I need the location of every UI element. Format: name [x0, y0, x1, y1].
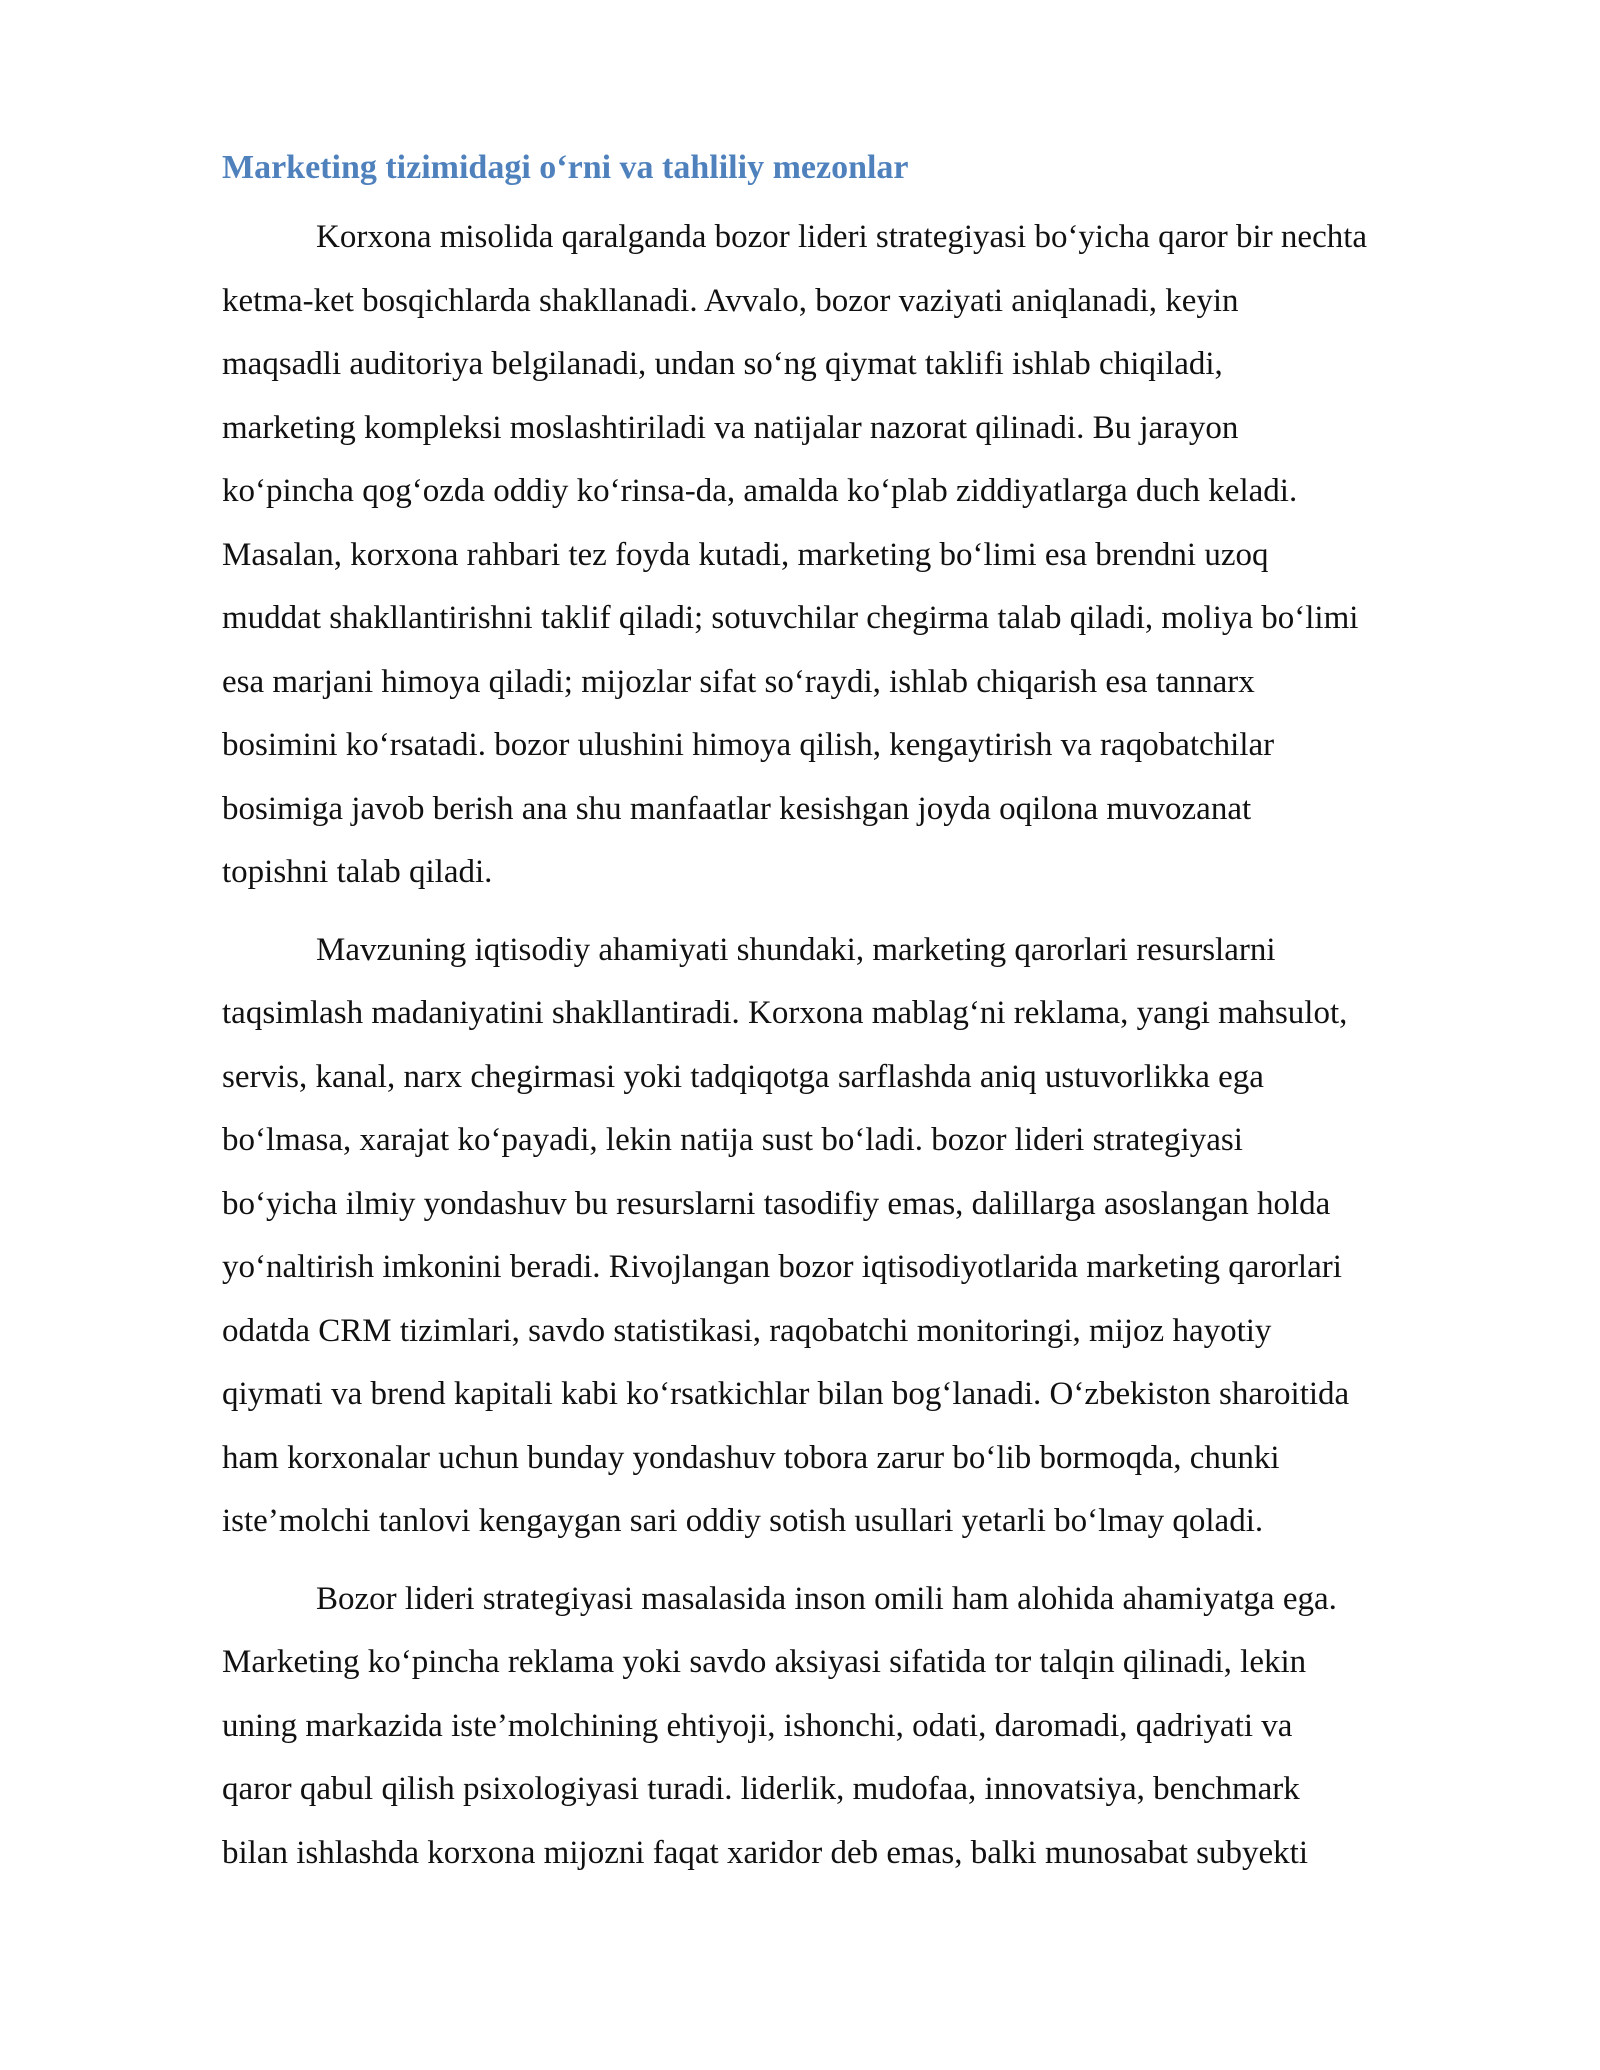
paragraph-3: [222, 1568, 1490, 1886]
paragraph-line: qiymati va brend kapitali kabi ko‘rsatkichlar bilan bog‘lanadi. O‘zbekiston sharoitida: [222, 1376, 1350, 1412]
section-heading: Marketing tizimidagi o‘rni va tahliliy mezonlar: [222, 149, 909, 186]
paragraph-line: esa marjani himoya qiladi; mijozlar sifat so‘raydi, ishlab chiqarish esa tannarx: [222, 663, 1255, 700]
paragraph-line: topishni talab qiladi.: [222, 854, 493, 890]
paragraph-line: ham korxonalar uchun bunday yondashuv tobora zarur bo‘lib bormoqda, chunki: [222, 1439, 1280, 1476]
paragraph-2: [222, 919, 1490, 1554]
paragraph-line: muddat shakllantirishni taklif qiladi; sotuvchilar chegirma talab qiladi, moliya bo‘limi: [222, 600, 1359, 636]
paragraph-line: bo‘yicha ilmiy yondashuv bu resurslarni tasodifiy emas, dalillarga asoslangan holda: [222, 1185, 1331, 1222]
paragraph-line: Bozor lideri strategiyasi masalasida inson omili ham alohida ahamiyatga ega.: [316, 1580, 1337, 1617]
paragraph-line: ko‘pincha qog‘ozda oddiy ko‘rinsa-da, amalda ko‘plab ziddiyatlarga duch keladi.: [222, 473, 1298, 509]
paragraph-line: maqsadli auditoriya belgilanadi, undan so‘ng qiymat taklifi ishlab chiqiladi,: [222, 346, 1223, 382]
paragraph-line: bosimiga javob berish ana shu manfaatlar kesishgan joyda oqilona muvozanat: [222, 790, 1252, 827]
paragraph-line: odatda CRM tizimlari, savdo statistikasi, raqobatchi monitoringi, mijoz hayotiy: [222, 1312, 1272, 1349]
paragraph-line: iste’molchi tanlovi kengaygan sari oddiy sotish usullari yetarli bo‘lmay qoladi.: [222, 1503, 1264, 1539]
paragraph-line: bilan ishlashda korxona mijozni faqat xaridor deb emas, balki munosabat subyekti: [222, 1834, 1308, 1871]
paragraph-line: bo‘lmasa, xarajat ko‘payadi, lekin natija sust bo‘ladi. bozor lideri strategiyasi: [222, 1122, 1243, 1158]
paragraph-line: qaror qabul qilish psixologiyasi turadi. liderlik, mudofaa, innovatsiya, benchmark: [222, 1771, 1300, 1807]
paragraph-line: Mavzuning iqtisodiy ahamiyati shundaki, marketing qarorlari resurslarni: [316, 931, 1276, 968]
paragraph-line: bosimini ko‘rsatadi. bozor ulushini himoya qilish, kengaytirish va raqobatchilar: [222, 727, 1275, 763]
paragraph-line: Marketing ko‘pincha reklama yoki savdo aksiyasi sifatida tor talqin qilinadi, lekin: [222, 1644, 1307, 1680]
paragraph-line: Korxona misolida qaralganda bozor lideri strategiyasi bo‘yicha qaror bir nechta: [316, 219, 1368, 255]
paragraph-line: servis, kanal, narx chegirmasi yoki tadqiqotga sarflashda aniq ustuvorlikka ega: [222, 1058, 1264, 1095]
paragraph-line: marketing kompleksi moslashtiriladi va natijalar nazorat qilinadi. Bu jarayon: [222, 409, 1239, 446]
paragraph-line: Masalan, korxona rahbari tez foyda kutadi, marketing bo‘limi esa brendni uzoq: [222, 536, 1269, 573]
paragraph-1: [222, 206, 1490, 905]
paragraph-line: uning markazida iste’molchining ehtiyoji, ishonchi, odati, daromadi, qadriyati va: [222, 1707, 1293, 1744]
paragraph-line: ketma-ket bosqichlarda shakllanadi. Avvalo, bozor vaziyati aniqlanadi, keyin: [222, 282, 1239, 319]
paragraph-line: yo‘naltirish imkonini beradi. Rivojlangan bozor iqtisodiyotlarida marketing qarorlari: [222, 1249, 1342, 1285]
paragraph-line: taqsimlash madaniyatini shakllantiradi. Korxona mablag‘ni reklama, yangi mahsulot,: [222, 995, 1348, 1031]
document-body: [222, 146, 1490, 1899]
